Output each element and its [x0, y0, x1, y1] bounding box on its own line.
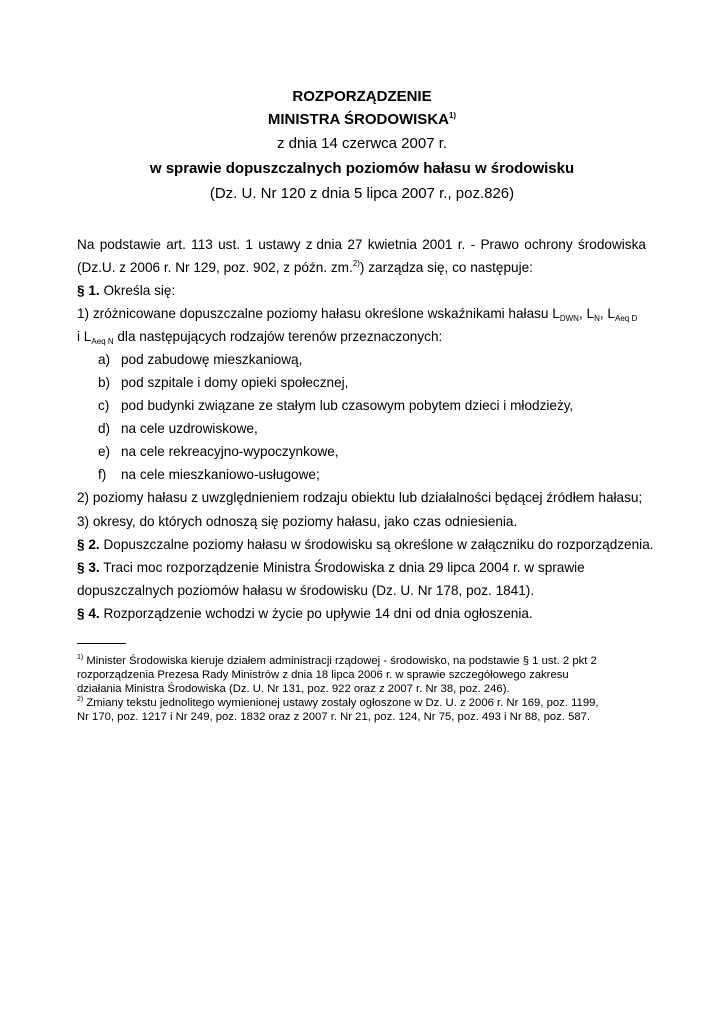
publication-reference [0, 185, 724, 203]
footnote-2-line-2 [77, 710, 590, 724]
point-1-text-c: , L [599, 306, 615, 321]
point-2-text: 2) poziomy hałasu z uwzględnieniem rodzaju obiektu lub działalności będącej źródłem hałasu; [77, 490, 643, 505]
document-subject [0, 160, 724, 178]
list-item [98, 466, 320, 484]
publication-text: (Dz. U. Nr 120 z dnia 5 lipca 2007 r., poz.826) [209, 185, 515, 202]
list-item-text: pod budynki związane ze stałym lub czasowym pobytem dzieci i młodzieży, [121, 398, 574, 413]
section-1-heading [77, 282, 175, 300]
preamble-word: 113 [191, 237, 213, 252]
footnote-1-text-2: rozporządzenia Prezesa Rady Ministrów z dnia 18 lipca 2006 r. w sprawie szczegółowego zakresu [77, 669, 569, 681]
preamble-word: r. [457, 237, 466, 252]
preamble-line-2 [77, 259, 533, 277]
point-1-text-a: 1) zróżnicowane dopuszczalne poziomy hałasu określone wskaźnikami hałasu L [77, 306, 560, 321]
subscript-n: N [594, 314, 600, 323]
date-text: z dnia 14 czerwca 2007 r. [276, 135, 448, 152]
preamble-word: ust. [218, 237, 241, 252]
title-text: ROZPORZĄDZENIE [292, 88, 432, 105]
footnote-separator [77, 643, 126, 644]
preamble-word: ustawy [258, 237, 301, 252]
section-4-text: Rozporządzenie wchodzi w życie po upływie 14 dni od dnia ogłoszenia. [99, 606, 533, 621]
footnote-1-line-1 [77, 654, 597, 668]
point-3-text: 3) okresy, do których odnoszą się poziomy hałasu, jako czas odniesienia. [77, 514, 518, 529]
list-item [98, 374, 348, 392]
footnote-ref-2: 2) [352, 259, 360, 268]
list-item-text: pod szpitale i domy opieki społecznej, [121, 375, 349, 390]
footnote-1-marker: 1) [77, 654, 84, 661]
preamble-line-1 [77, 236, 646, 254]
document-title [0, 88, 724, 106]
footnote-2-line-1 [77, 696, 599, 710]
preamble-word: z dnia [305, 237, 343, 252]
list-item-mark: b) [98, 375, 111, 390]
list-item-mark: d) [98, 421, 111, 436]
point-1-text-b: , L [578, 306, 595, 321]
list-item-mark: c) [98, 398, 110, 413]
preamble-word: kwietnia [367, 237, 417, 252]
footnote-1-text-1: Minister Środowiska kieruje działem administracji rządowej - środowisko, na podstawie § 1 ust. 2 pkt 2 [83, 655, 597, 667]
list-item [98, 443, 339, 461]
list-item-text: na cele mieszkaniowo-usługowe; [121, 467, 320, 482]
section-3-line-2 [77, 582, 534, 600]
point-1-text-d: i L [77, 329, 92, 344]
footnote-ref-1: 1) [448, 111, 457, 120]
point-1-text-e: dla następujących rodzajów terenów przeznaczonych: [113, 329, 443, 344]
issuing-authority [0, 111, 724, 129]
preamble-word: 27 [347, 237, 363, 252]
preamble-text-b: ) zarządza się, co następuje: [359, 260, 533, 275]
footnote-2-text-1: Zmiany tekstu jednolitego wymienionej ustawy zostały ogłoszone w Dz. U. z 2006 r. Nr 169, poz. 1199, [83, 697, 599, 709]
preamble-word: ochrony [524, 237, 573, 252]
preamble-word: art. [166, 237, 186, 252]
section-4 [77, 605, 533, 623]
list-item-text: pod zabudowę mieszkaniową, [121, 352, 303, 367]
section-3-text-2: dopuszczalnych poziomów hałasu w środowisku (Dz. U. Nr 178, poz. 1841). [77, 583, 535, 598]
preamble-word: podstawie [99, 237, 161, 252]
footnote-1-text-3: działania Ministra Środowiska (Dz. U. Nr 131, poz. 922 oraz z 2007 r. Nr 38, poz. 246). [77, 683, 510, 695]
section-1-point-1-line-2 [77, 328, 442, 346]
footnote-2-text-2: Nr 170, poz. 1217 i Nr 249, poz. 1832 oraz z 2007 r. Nr 21, poz. 124, Nr 75, poz. 493 i Nr 88, poz. 587. [77, 711, 591, 723]
section-1-point-3 [77, 513, 517, 531]
list-item [98, 420, 258, 438]
preamble-word: Na [77, 237, 95, 252]
section-1-intro: Określa się: [99, 283, 176, 298]
document-date [0, 135, 724, 153]
list-item-text: na cele rekreacyjno-wypoczynkowe, [121, 444, 339, 459]
preamble-word: środowiska [577, 237, 646, 252]
list-item-mark: f) [98, 467, 107, 482]
footnote-1-line-3 [77, 682, 510, 696]
subscript-dwn: DWN [559, 314, 579, 323]
section-2-marker: § 2. [77, 537, 100, 552]
footnote-1-line-2 [77, 668, 569, 682]
section-3-line-1 [77, 559, 585, 577]
list-item [98, 351, 302, 369]
section-3-text-1: Traci moc rozporządzenie Ministra Środowiska z dnia 29 lipca 2004 r. w sprawie [99, 560, 585, 575]
list-item [98, 397, 573, 415]
list-item-text: na cele uzdrowiskowe, [121, 421, 258, 436]
preamble-word: Prawo [480, 237, 519, 252]
section-1-point-2 [77, 489, 642, 507]
preamble-text-a: (Dz.U. z 2006 r. Nr 129, poz. 902, z późn. zm. [77, 260, 353, 275]
subscript-aeq-n: Aeq N [91, 337, 114, 346]
section-4-marker: § 4. [77, 606, 100, 621]
preamble-word: 1 [245, 237, 253, 252]
subject-text: w sprawie dopuszczalnych poziomów hałasu w środowisku [149, 160, 575, 177]
footnote-2-marker: 2) [77, 696, 84, 703]
section-2-text: Dopuszczalne poziomy hałasu w środowisku są określone w załączniku do rozporządzenia. [99, 537, 654, 552]
authority-text: MINISTRA ŚRODOWISKA [267, 111, 449, 128]
section-1-marker: § 1. [77, 283, 100, 298]
list-item-mark: e) [98, 444, 111, 459]
subscript-aeq-d: Aeq D [614, 314, 638, 323]
section-3-marker: § 3. [77, 560, 100, 575]
section-1-point-1-line-1 [77, 305, 637, 323]
list-item-mark: a) [98, 352, 111, 367]
section-2 [77, 536, 654, 554]
preamble-word: - [470, 237, 476, 252]
preamble-word: 2001 [422, 237, 453, 252]
